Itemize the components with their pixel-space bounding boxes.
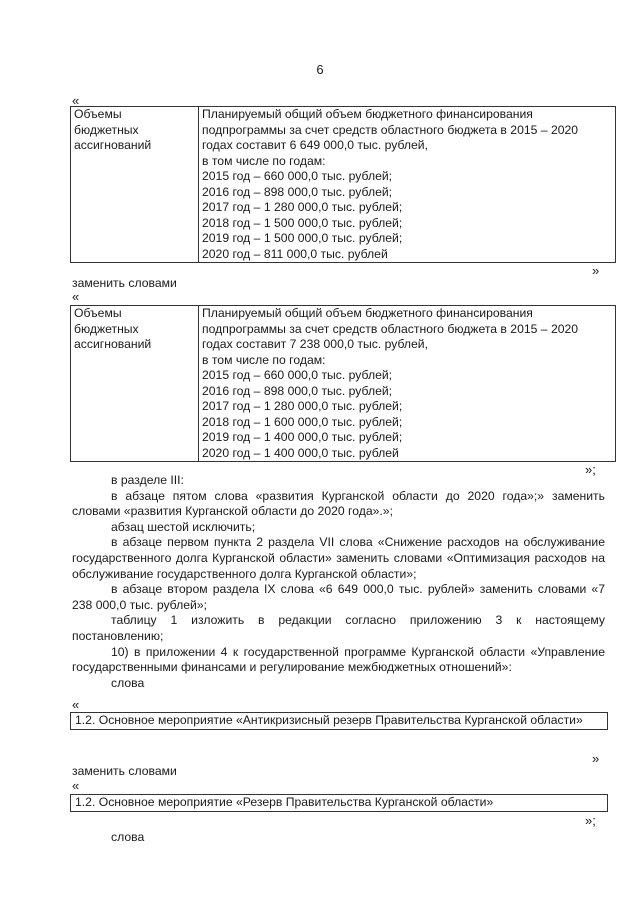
paragraph: слова [111,675,145,690]
table-label-line: Объемы [74,107,122,121]
table-label-line: ассигнований [74,138,152,152]
paragraph-words: слова [111,830,145,844]
measure-box-new: 1.2. Основное мероприятие «Резерв Правительства Курганской области» [70,794,608,812]
table-line: 2016 год – 898 000,0 тыс. рублей; [202,383,393,398]
paragraph: абзац шестой исключить; [111,519,256,534]
table-label-line: бюджетных [74,122,139,137]
table-label-cell [71,306,199,462]
table-line: 2017 год – 1 280 000,0 тыс. рублей; [202,399,403,413]
paragraph: таблицу 1 изложить в редакции согласно приложению 3 к настоящему постановлению; [72,613,605,643]
table-label-line: Объемы [74,306,122,320]
open-quote: « [72,778,80,793]
close-quote: » [592,263,600,278]
table-line: 2017 год – 1 280 000,0 тыс. рублей; [202,200,403,214]
table-label-cell [71,107,199,263]
budget-table-new [70,305,616,462]
table-line: подпрограммы за счет средств областного бюджета в 2015 – 2020 [202,122,579,137]
body-text [72,473,605,691]
table-label-line: ассигнований [74,337,152,351]
page-number: 6 [316,62,324,77]
open-quote: « [72,697,80,712]
table-line: 2019 год – 1 400 000,0 тыс. рублей; [202,430,403,444]
table-line: Планируемый общий объем бюджетного финансирования [202,306,533,320]
table-line: 2018 год – 1 600 000,0 тыс. рублей; [202,414,403,429]
replace-words-label: заменить словами [72,276,177,290]
table-value-cell [199,306,616,462]
open-quote: « [72,289,80,304]
table-line: годах составит 7 238 000,0 тыс. рублей, [202,337,428,351]
close-quote-semicolon: »; [585,813,596,828]
paragraph: в абзаце первом пункта 2 раздела VII слова «Снижение расходов на обслуживание государственного долга Курганской области» заменить словами «Оптимизация расходов на обслуживание государственного долга Курганской области»; [72,535,605,581]
table-line: 2020 год – 811 000,0 тыс. рублей [202,246,388,261]
table-line: 2016 год – 898 000,0 тыс. рублей; [202,184,393,199]
table-line: 2018 год – 1 500 000,0 тыс. рублей; [202,215,403,230]
paragraph: в разделе III: [111,473,184,487]
table-line: в том числе по годам: [202,352,326,367]
paragraph: в абзаце пятом слова «развития Курганской области до 2020 года»;» заменить словами «развития Курганской области до 2020 года».»; [72,488,605,519]
table-line: годах составит 6 649 000,0 тыс. рублей, [202,138,428,152]
open-quote: « [72,93,80,108]
table-line: 2015 год – 660 000,0 тыс. рублей; [202,169,393,183]
budget-table-old [70,106,616,263]
table-line: Планируемый общий объем бюджетного финансирования [202,107,533,121]
table-line: в том числе по годам: [202,153,326,168]
paragraph: в абзаце втором раздела IX слова «6 649 000,0 тыс. рублей» заменить словами «7 238 000,0 тыс. рублей»; [72,582,605,612]
table-line: 2019 год – 1 500 000,0 тыс. рублей; [202,231,403,245]
table-label-line: бюджетных [74,321,139,336]
replace-words-label: заменить словами [72,764,177,778]
measure-box-old: 1.2. Основное мероприятие «Антикризисный резерв Правительства Курганской области» [70,712,608,730]
close-quote: » [592,751,600,766]
table-line: подпрограммы за счет средств областного бюджета в 2015 – 2020 [202,321,579,336]
table-line: 2020 год – 1 400 000,0 тыс. рублей [202,445,399,460]
paragraph: 10) в приложении 4 к государственной программе Курганской области «Управление государственными финансами и регулирование межбюджетных отношений»: [72,644,605,675]
table-line: 2015 год – 660 000,0 тыс. рублей; [202,368,393,382]
close-quote-semicolon: »; [585,462,596,477]
table-value-cell [199,107,616,263]
